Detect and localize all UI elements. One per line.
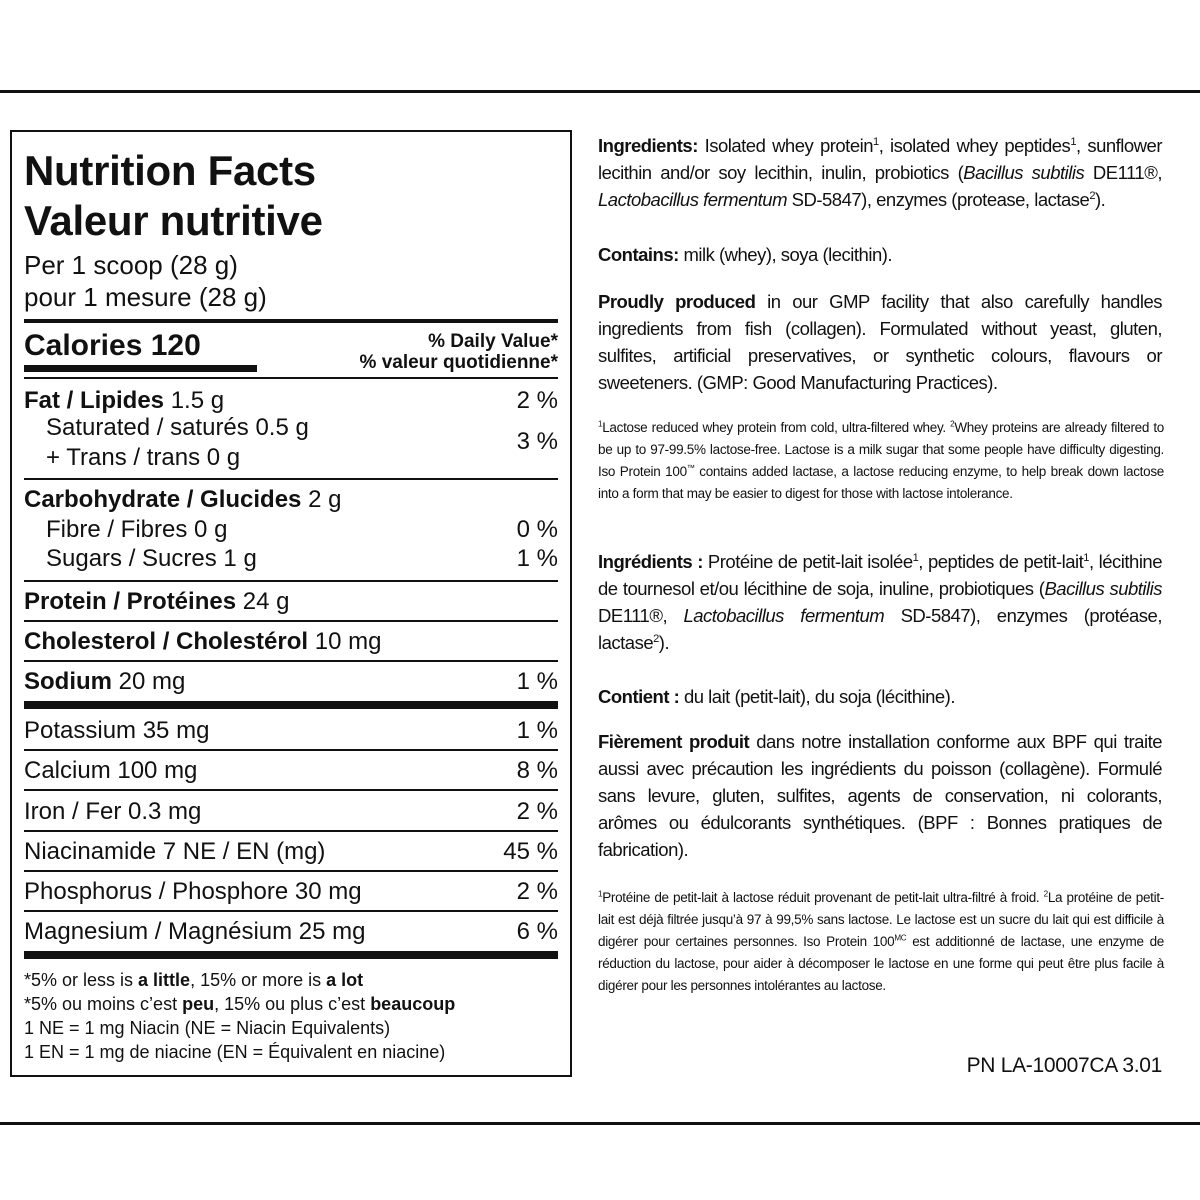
- saturated-label: Saturated / saturés: [46, 414, 249, 441]
- ingredients-label-fr: Ingrédients :: [598, 551, 703, 572]
- sugars-label: Sugars / Sucres: [46, 545, 217, 572]
- trans-amount: 0 g: [206, 444, 241, 471]
- mineral-label: Magnesium / Magnésium 25 mg: [24, 918, 366, 945]
- sodium-label: Sodium: [24, 668, 112, 695]
- calories-underline: [24, 365, 257, 372]
- cholesterol-label: Cholesterol / Cholestérol: [24, 628, 309, 655]
- contains-label-en: Contains:: [598, 244, 679, 265]
- calories-label: Calories: [24, 329, 143, 362]
- mineral-label: Phosphorus / Phosphore 30 mg: [24, 878, 362, 905]
- footnote-daily-value-fr: *5% ou moins c’est peu, 15% ou plus c’est beaucoup: [24, 994, 456, 1014]
- fibre-label: Fibre / Fibres: [46, 516, 188, 543]
- rule: [24, 789, 558, 791]
- footnote-daily-value-en: *5% or less is a little, 15% or more is a lot: [24, 970, 364, 990]
- rule: [24, 830, 558, 832]
- protein-amount: 24 g: [242, 588, 290, 615]
- part-number: PN LA-10007CA 3.01: [966, 1054, 1162, 1077]
- sat-trans-dv: 3 %: [516, 428, 558, 455]
- fat-label: Fat / Lipides: [24, 387, 165, 414]
- thick-rule: [24, 701, 558, 709]
- nutrition-title-en: Nutrition Facts: [24, 147, 316, 194]
- rule: [24, 660, 558, 662]
- rule: [24, 377, 558, 379]
- mineral-dv: 2 %: [516, 798, 558, 825]
- rule: [24, 580, 558, 582]
- contains-label-fr: Contient :: [598, 686, 680, 707]
- mineral-label: Calcium 100 mg: [24, 757, 198, 784]
- daily-value-header-fr: % valeur quotidienne*: [359, 352, 558, 373]
- contains-fr: Contient : du lait (petit-lait), du soja (lécithine).: [598, 686, 955, 707]
- top-divider: [0, 90, 1200, 93]
- rule: [24, 478, 558, 480]
- calories-value: 120: [150, 329, 201, 362]
- sugars-dv: 1 %: [516, 545, 558, 572]
- produced-en: Proudly produced in our GMP facility that also carefully handles ingredients from fish (collagen). Formulated without yeast, gluten, sulfites, artificial preservatives, or synthetic colours, flavours or sweeteners. (GMP: Good Manufacturing Practices).: [598, 291, 1162, 393]
- rule: [24, 910, 558, 912]
- ingredients-fr: Ingrédients : Protéine de petit-lait isolée$^1$, peptides de petit-lait$^1$, lécithine de tournesol et/ou lécithine de soja, inuline, probiotiques (Bacillus subtilis DE111®, Lactobacillus fermentum SD-5847), enzymes (protéase, lactase$^2$).: [598, 551, 1163, 653]
- mineral-dv: 8 %: [516, 757, 558, 784]
- trans-label: + Trans / trans: [46, 444, 201, 471]
- fat-dv: 2 %: [516, 387, 558, 414]
- mineral-label: Iron / Fer 0.3 mg: [24, 798, 202, 825]
- footnote-fr: $^1$Protéine de petit-lait à lactose réduit provenant de petit-lait ultra-filtré à froid. $^2$La protéine de petit-lait est déjà filtrée jusqu’à 97 à 99,5% sans lactose. Le lactose est un sucre du lait qui est difficile à digérer pour certaines personnes. Iso Protein $100^{MC}$ est additionné de lactase, une enzyme de réduction du lactose, pour aider à décomposer le lactose en une forme qui peut être plus facile à digérer pour les personnes intolérantes au lactose.: [598, 889, 1165, 993]
- rule: [24, 749, 558, 751]
- ingredients-en: Ingredients: Isolated whey protein$^1$, isolated whey peptides$^1$, sunflower lecithin and/or soy lecithin, inulin, probiotics (Bacillus subtilis DE111®, Lactobacillus fermentum SD-5847), enzymes (protease, lactase$^2$).: [598, 135, 1162, 210]
- carbohydrate-label: Carbohydrate / Glucides: [24, 486, 302, 513]
- calories-row: [24, 329, 201, 363]
- mineral-dv: 6 %: [516, 918, 558, 945]
- fibre-amount: 0 g: [194, 516, 228, 543]
- bottom-divider: [0, 1122, 1200, 1125]
- thick-rule: [24, 951, 558, 959]
- contains-en: Contains: milk (whey), soya (lecithin).: [598, 244, 893, 265]
- fat-amount: 1.5 g: [170, 387, 225, 414]
- footnote-niacin-en: 1 NE = 1 mg Niacin (NE = Niacin Equivalents): [24, 1018, 391, 1038]
- serving-size-en: Per 1 scoop (28 g): [24, 250, 238, 280]
- protein-label: Protein / Protéines: [24, 588, 237, 615]
- sodium-dv: 1 %: [516, 668, 558, 695]
- nutrition-title-fr: Valeur nutritive: [24, 197, 323, 244]
- sugars-amount: 1 g: [223, 545, 257, 572]
- ingredients-label-en: Ingredients:: [598, 135, 698, 156]
- saturated-amount: 0.5 g: [255, 414, 309, 441]
- daily-value-header-en: % Daily Value*: [428, 331, 558, 352]
- sodium-amount: 20 mg: [118, 668, 186, 695]
- mineral-label: Niacinamide 7 NE / EN (mg): [24, 838, 326, 865]
- rule: [24, 620, 558, 622]
- cholesterol-amount: 10 mg: [314, 628, 382, 655]
- rule: [24, 870, 558, 872]
- fibre-dv: 0 %: [516, 516, 558, 543]
- mineral-dv: 1 %: [516, 717, 558, 744]
- mineral-label: Potassium 35 mg: [24, 717, 210, 744]
- mineral-dv: 2 %: [516, 878, 558, 905]
- serving-size-fr: pour 1 mesure (28 g): [24, 282, 267, 312]
- footnote-en: $^1$Lactose reduced whey protein from cold, ultra-filtered whey. $^2$Whey proteins are already filtered to be up to 97-99.5% lactose-free. Lactose is a milk sugar that some people have difficulty digesting. Iso Protein 100™ contains added lactase, a lactose reducing enzyme, to help break down lactose into a form that may be easier to digest for those with lactose intolerance.: [598, 419, 1164, 501]
- rule: [24, 319, 558, 323]
- mineral-dv: 45 %: [503, 838, 558, 865]
- footnote-niacin-fr: 1 EN = 1 mg de niacine (EN = Équivalent en niacine): [24, 1042, 446, 1062]
- produced-fr: Fièrement produit dans notre installation conforme aux BPF qui traite aussi avec précaution les ingrédients du poisson (collagène). Formulé sans levure, gluten, sulfites, agents de conservation, ni colorants, arômes ou édulcorants synthétiques. (BPF : Bonnes pratiques de fabrication).: [598, 731, 1162, 860]
- nutrition-facts-table: [10, 130, 572, 1077]
- carbohydrate-amount: 2 g: [308, 486, 342, 513]
